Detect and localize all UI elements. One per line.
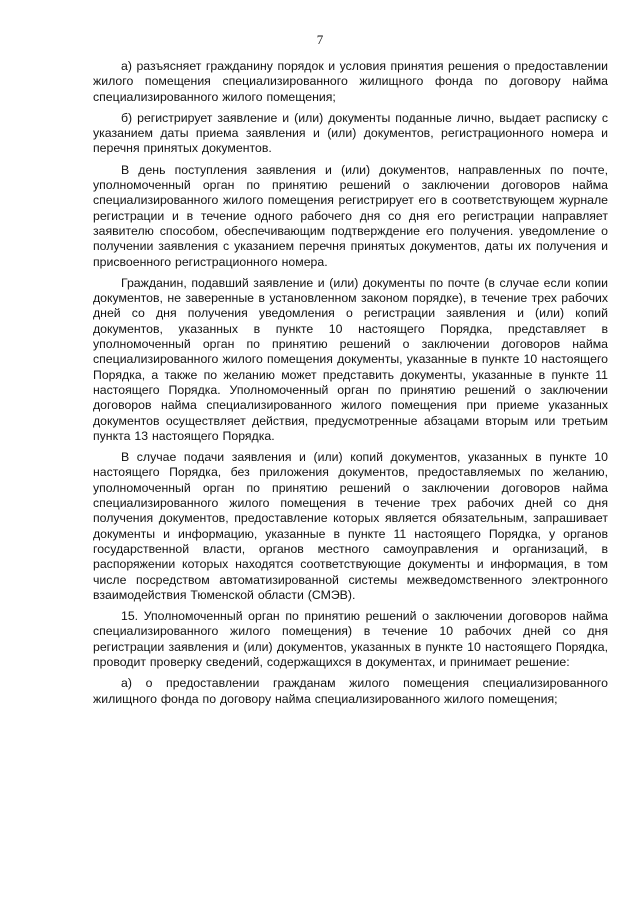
paragraph-decision-a: а) о предоставлении гражданам жилого помещения специализированного жилищного фонда по договору найма специализированного жилого помещения; [93, 676, 608, 706]
paragraph-clause-15: 15. Уполномоченный орган по принятию решений о заключении договоров найма специализированного жилого помещения) в течение 10 рабочих дней со дня регистрации заявления и (или) документов, указанных в пункте 10 настоящего Порядка, проводит проверку сведений, содержащихся в документах, и принимает решение: [93, 609, 608, 669]
paragraph-explain-procedure: а) разъясняет гражданину порядок и условия принятия решения о предоставлении жилого помещения специализированного жилищного фонда по договору найма специализированного жилого помещения; [93, 59, 608, 104]
paragraph-register-personal: б) регистрирует заявление и (или) документы поданные лично, выдает расписку с указанием даты приема заявления и (или) документов, регистрационного номера и перечня принятых документов. [93, 110, 608, 156]
page-number: 7 [316, 32, 324, 47]
document-body [93, 59, 608, 713]
paragraph-postal-registration: В день поступления заявления и (или) документов, направленных по почте, уполномоченный орган по принятию решений о заключении договоров найма специализированного жилого помещения регистрирует его в соответствующем журнале регистрации и в течение одного рабочего дня со дня его регистрации направляет заявителю способом, обеспечивающим подтверждение его получения. уведомление о получении заявления с указанием перечня принятых документов, даты их получения и присвоенного регистрационного номера. [93, 162, 608, 269]
paragraph-interagency-request: В случае подачи заявления и (или) копий документов, указанных в пункте 10 настоящего Порядка, без приложения документов, предоставляемых по желанию, уполномоченный орган по принятию решений о заключении договоров найма специализированного жилого помещения в течение трех рабочих дней со дня получения документов, предоставление которых является обязательным, запрашивает документы и информацию, указанные в пункте 11 настоящего Порядка, у органов государственной власти, органов местного самоуправления и организаций, в распоряжении которых находятся соответствующие документы и информация, в том числе посредством автоматизированной системы межведомственного электронного взаимодействия Тюменской области (СМЭВ). [93, 450, 608, 602]
paragraph-citizen-postal-submission: Гражданин, подавший заявление и (или) документы по почте (в случае если копии документов, не заверенные в установленном законом порядке), в течение трех рабочих дней со дня получения уведомления о регистрации заявления и (или) копий документов, указанных в пункте 10 настоящего Порядка, представляет в уполномоченный орган по принятию решений о заключении договоров найма специализированного жилого помещения документы, указанные в пункте 10 настоящего Порядка, а также по желанию может представить документы, указанные в пункте 11 настоящего Порядка. Уполномоченный орган по принятию решений о заключении договоров найма специализированного жилого помещения при приеме указанных документов осуществляет действия, предусмотренные абзацами вторым или третьим пункта 13 настоящего Порядка. [93, 275, 608, 443]
